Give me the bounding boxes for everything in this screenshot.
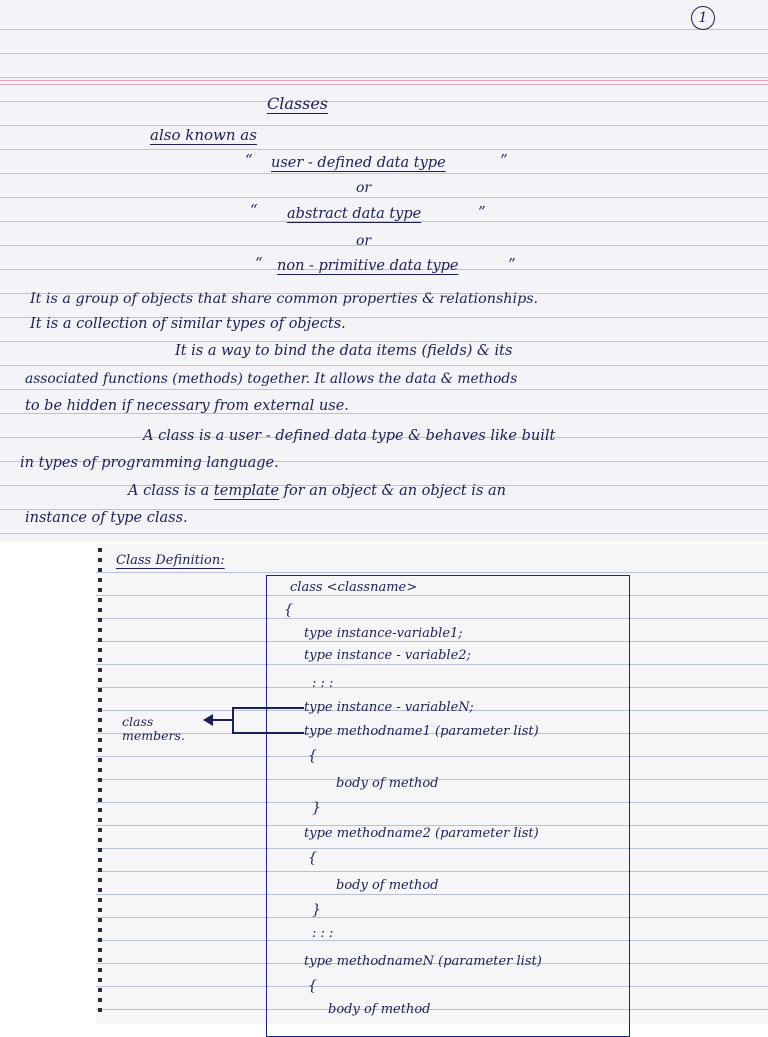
page-margin-line-2 xyxy=(0,84,768,85)
alias-user-defined-data-type: user - defined data type xyxy=(271,155,446,171)
code-line: } xyxy=(312,800,321,816)
code-line: type instance-variable1; xyxy=(304,626,463,641)
close-quote: ” xyxy=(500,151,508,169)
body-line: It is a collection of similar types of objects. xyxy=(30,316,346,332)
code-line: type instance - variable2; xyxy=(304,648,471,663)
code-line: type methodname2 (parameter list) xyxy=(304,826,539,841)
code-line: class <classname> xyxy=(290,580,418,595)
alias-abstract-data-type: abstract data type xyxy=(287,206,422,222)
code-line: type instance - variableN; xyxy=(304,700,474,715)
body-line: It is a group of objects that share common properties & relationships. xyxy=(30,291,539,307)
members-bracket-bottom xyxy=(232,732,304,734)
class-definition-title: Class Definition: xyxy=(116,553,225,568)
code-line: { xyxy=(308,748,317,764)
or-connector: or xyxy=(356,180,372,196)
code-line: body of method xyxy=(336,776,439,791)
alias-non-primitive-data-type: non - primitive data type xyxy=(277,258,459,274)
members-bracket-top xyxy=(232,707,304,709)
page-margin-line xyxy=(0,80,768,81)
code-line: : : : xyxy=(312,926,334,941)
page-number: 1 xyxy=(691,6,715,30)
close-quote: ” xyxy=(508,255,516,273)
open-quote: “ xyxy=(255,254,263,272)
also-known-as-label: also known as xyxy=(150,126,257,144)
body-line: It is a way to bind the data items (fields) & its xyxy=(175,343,513,359)
body-line: instance of type class. xyxy=(25,510,188,526)
code-line: type methodnameN (parameter list) xyxy=(304,954,542,969)
code-line: { xyxy=(284,602,293,618)
page-title: Classes xyxy=(267,94,328,113)
or-connector: or xyxy=(356,233,372,249)
class-members-label: members. xyxy=(122,728,185,743)
code-line: : : : xyxy=(312,676,334,691)
members-bracket xyxy=(232,707,234,733)
code-line: } xyxy=(312,902,321,918)
body-line: in types of programming language. xyxy=(20,455,279,471)
template-word: template xyxy=(213,483,280,499)
body-line: A class is a user - defined data type & behaves like built xyxy=(143,428,556,444)
code-line: type methodname1 (parameter list) xyxy=(304,724,539,739)
code-line: body of method xyxy=(328,1002,431,1017)
code-line: { xyxy=(308,978,317,994)
body-line: to be hidden if necessary from external use. xyxy=(25,398,349,414)
class-members-label: class xyxy=(122,714,154,729)
open-quote: “ xyxy=(250,201,258,219)
body-line: A class is a template for an object & an object is an xyxy=(128,483,506,499)
body-line: associated functions (methods) together. It allows the data & methods xyxy=(25,371,518,387)
code-line: body of method xyxy=(336,878,439,893)
close-quote: ” xyxy=(478,203,486,221)
spiral-punch-edge xyxy=(98,548,102,1018)
open-quote: “ xyxy=(245,151,253,169)
arrow-shaft xyxy=(212,719,232,721)
code-line: { xyxy=(308,850,317,866)
